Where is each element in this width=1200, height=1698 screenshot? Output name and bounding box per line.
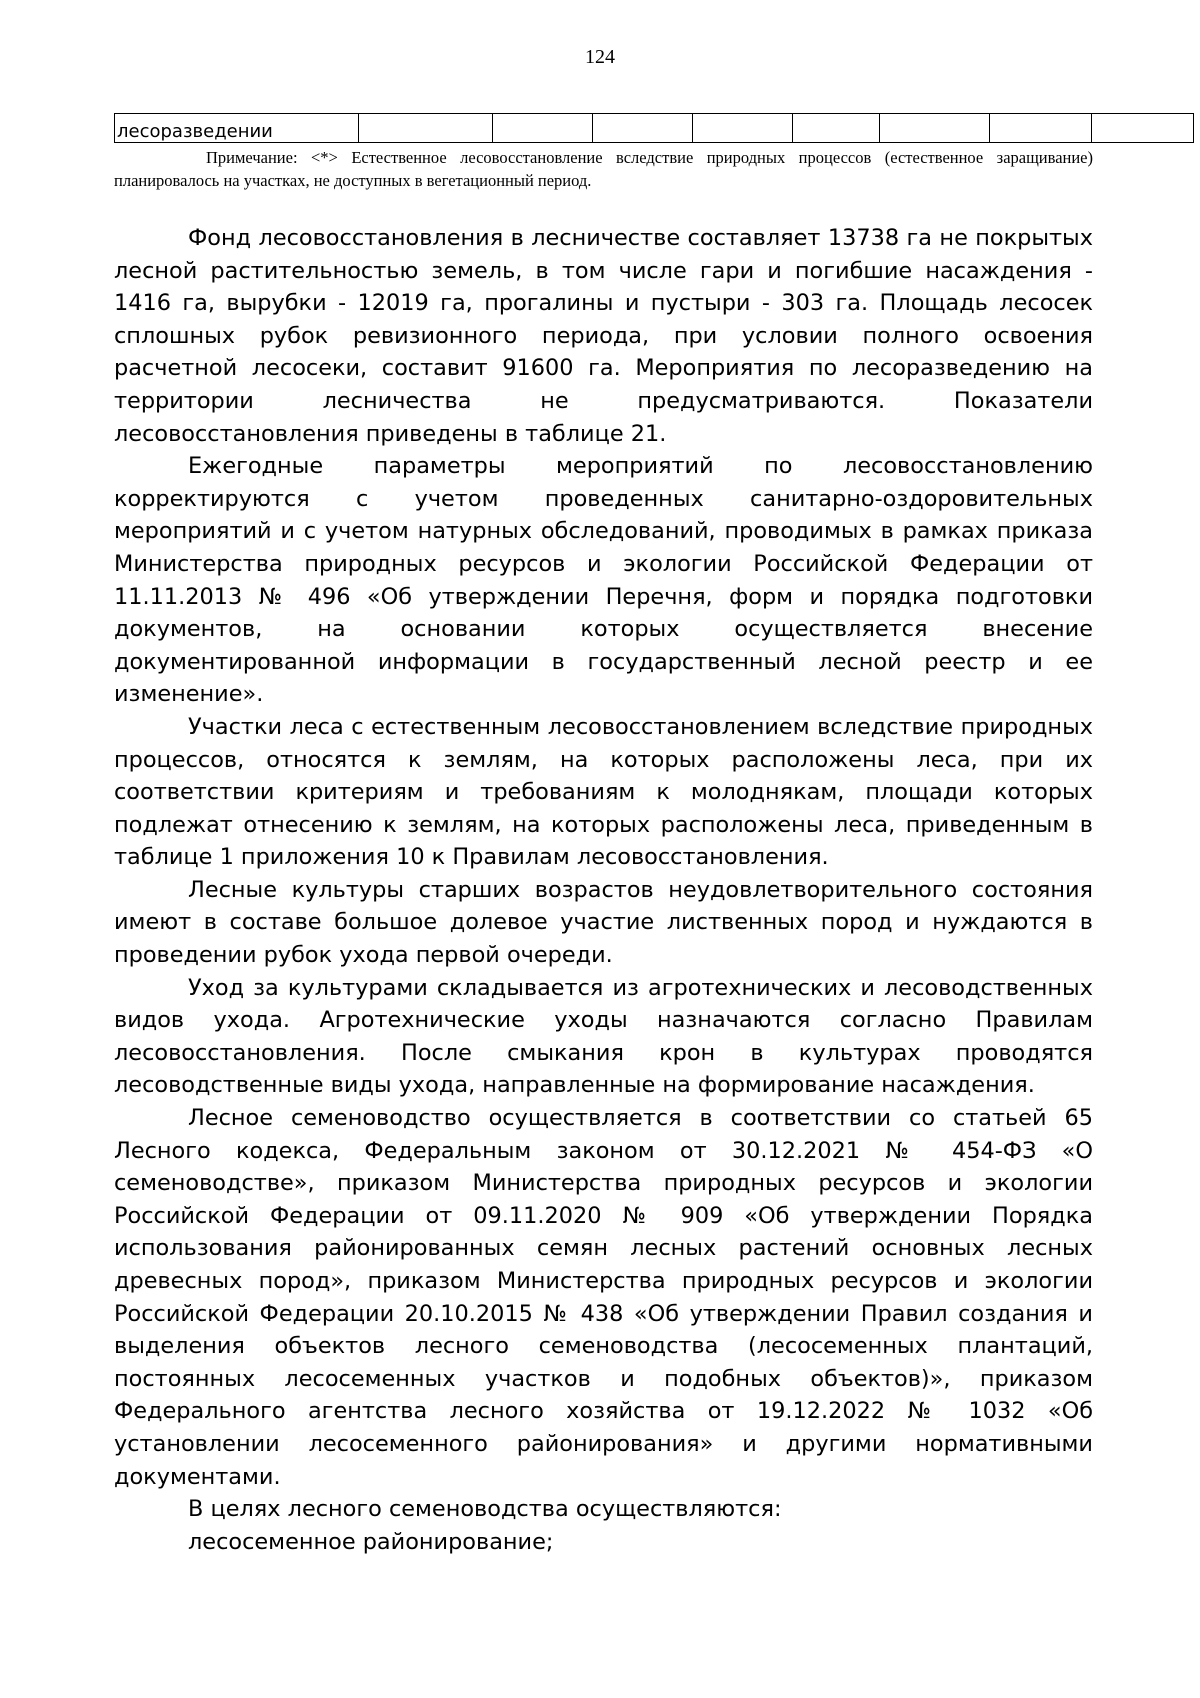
table-row [115,114,1194,143]
table-cell-label: лесоразведении [115,114,359,143]
table-cell [1092,114,1194,143]
table-cell [693,114,793,143]
body-text [114,222,1093,1558]
paragraph-reforestation-fund: Фонд лесовосстановления в лесничестве составляет 13738 га не покрытых лесной растительностью земель, в том числе гари и погибшие насаждения - 1416 га, вырубки - 12019 га, прогалины и пустыри - 303 га. Площадь лесосек сплошных рубок ревизионного периода, при условии полного освоения расчетной лесосеки, составит 91600 га. Мероприятия по лесоразведению на территории лесничества не предусматриваются. Показатели лесовосстановления приведены в таблице 21. [114,225,1093,447]
paragraph-forest-cultures: Лесные культуры старших возрастов неудовлетворительного состояния имеют в составе большое долевое участие лиственных пород и нуждаются в проведении рубок ухода первой очереди. [114,876,1093,969]
table-cell [990,114,1092,143]
paragraph-culture-care: Уход за культурами складывается из агротехнических и лесоводственных видов ухода. Агротехнические уходы назначаются согласно Правилам лесовосстановления. После смыкания крон в культурах проводятся лесоводственные виды ухода, направленные на формирование насаждения. [114,974,1093,1099]
table-fragment [114,113,1194,143]
table-cell [793,114,880,143]
table-cell [880,114,990,143]
table-cell [359,114,493,143]
paragraph-natural-regeneration: Участки леса с естественным лесовосстановлением вследствие природных процессов, относятся к землям, на которых расположены леса, при их соответствии критериям и требованиям к молоднякам, площади которых подлежат отнесению к землям, на которых расположены леса, приведенным в таблице 1 приложения 10 к Правилам лесовосстановления. [114,713,1093,871]
table-note: Примечание: <*> Естественное лесовосстановление вследствие природных процессов (естественное заращивание) планировалось на участках, не доступных в вегетационный период. [114,148,1093,190]
list-item: лесосеменное районирование; [188,1528,554,1555]
paragraph-annual-parameters: Ежегодные параметры мероприятий по лесовосстановлению корректируются с учетом проведенных санитарно-оздоровительных мероприятий и с учетом натурных обследований, проводимых в рамках приказа Министерства природных ресурсов и экологии Российской Федерации от 11.11.2013 № 496 «Об утверждении Перечня, форм и порядка подготовки документов, на основании которых осуществляется внесение документированной информации в государственный лесной реестр и ее изменение». [114,453,1093,708]
table-cell [493,114,593,143]
table-cell [593,114,693,143]
paragraph-seed-production: Лесное семеноводство осуществляется в соответствии со статьей 65 Лесного кодекса, Федеральным законом от 30.12.2021 № 454-ФЗ «О семеноводстве», приказом Министерства природных ресурсов и экологии Российской Федерации от 09.11.2020 № 909 «Об утверждении Порядка использования районированных семян лесных растений основных лесных древесных пород», приказом Министерства природных ресурсов и экологии Российской Федерации 20.10.2015 № 438 «Об утверждении Правил создания и выделения объектов лесного семеноводства (лесосеменных плантаций, постоянных лесосеменных участков и подобных объектов)», приказом Федерального агентства лесного хозяйства от 19.12.2022 № 1032 «Об установлении лесосеменного районирования» и другими нормативными документами. [114,1105,1093,1490]
paragraph-seed-goals: В целях лесного семеноводства осуществляются: [188,1496,782,1523]
page-number: 124 [585,46,615,68]
